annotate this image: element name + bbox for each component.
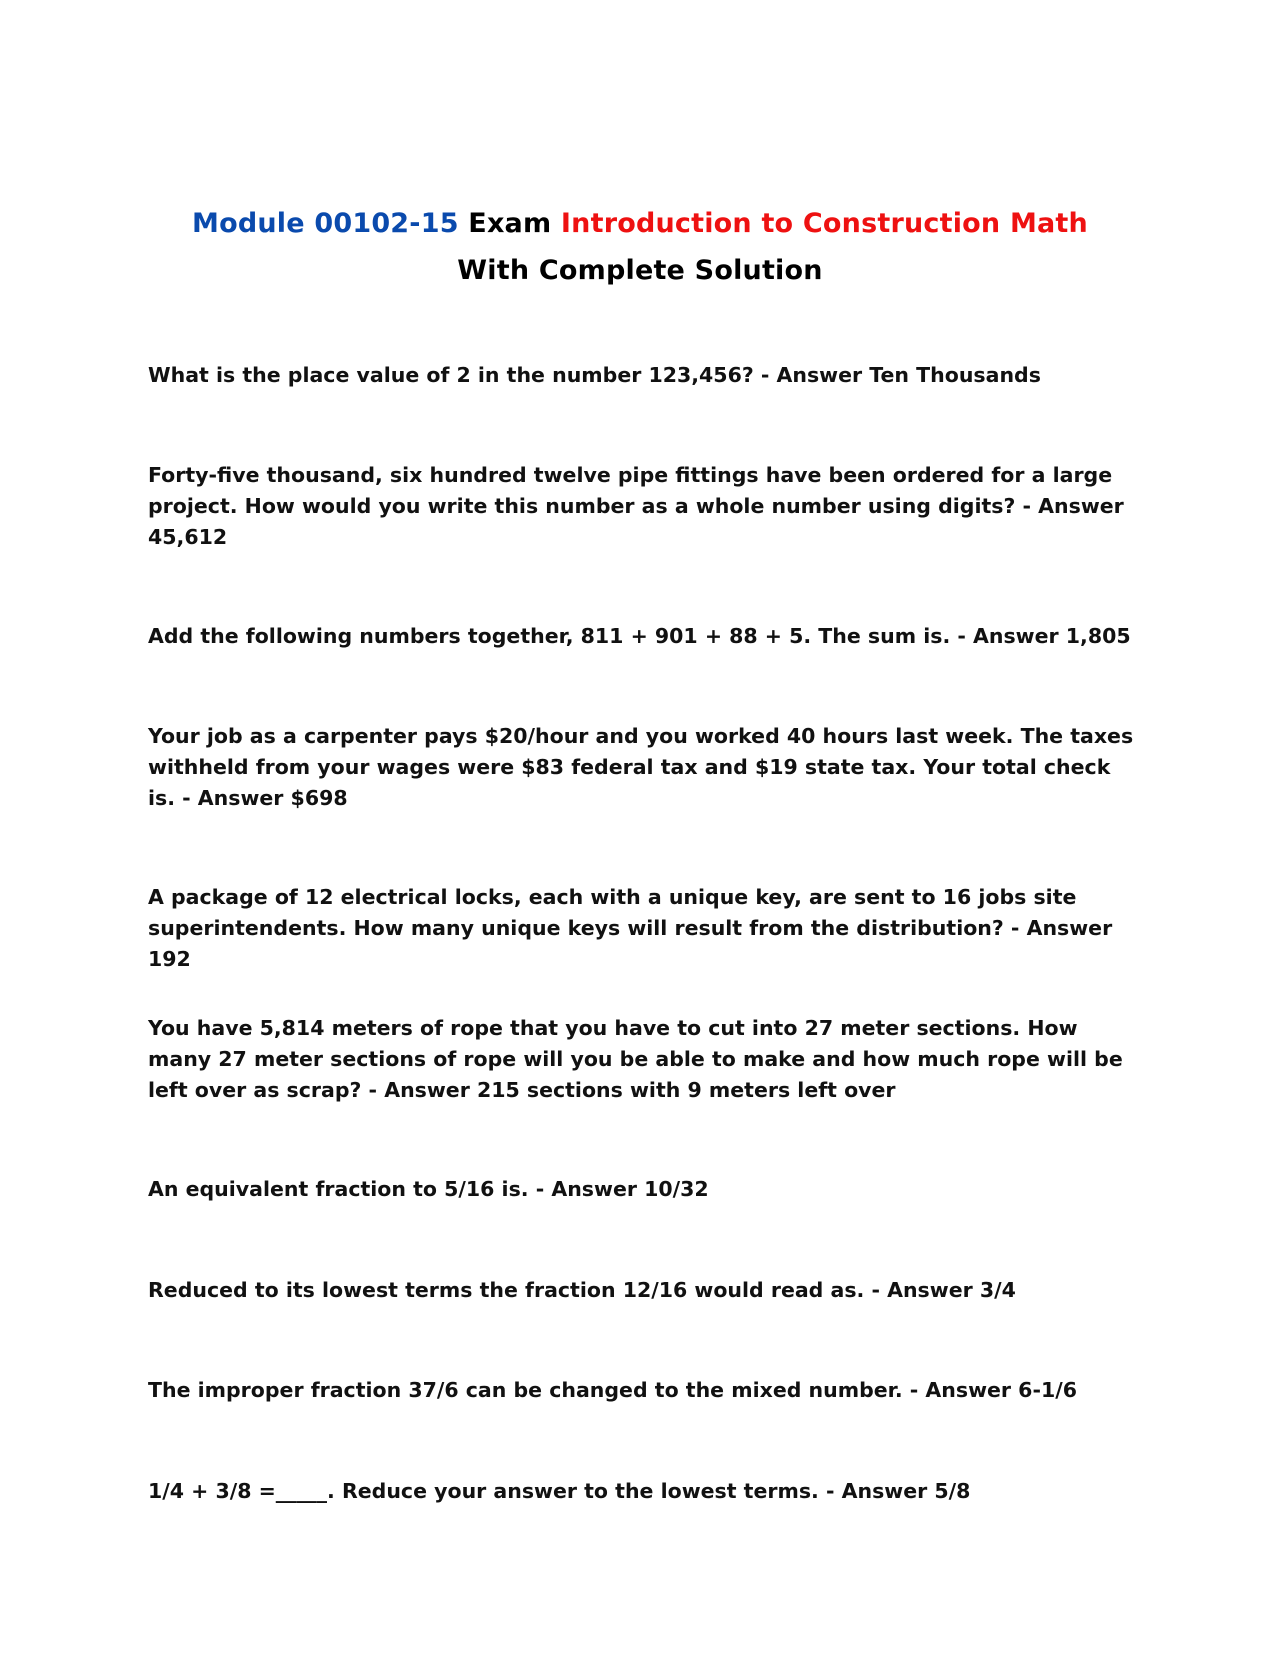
question-answer-item: The improper fraction 37/6 can be changed to the mixed number. - Answer 6-1/6 [148, 1378, 1077, 1402]
title-course-name: Introduction to Construction Math [560, 208, 1088, 239]
question-answer-item: A package of 12 electrical locks, each with a unique key, are sent to 16 jobs site superintendents. How many unique keys will result from the distribution? - Answer 192 [148, 885, 1113, 971]
question-answer-item: 1/4 + 3/8 =_____. Reduce your answer to the lowest terms. - Answer 5/8 [148, 1479, 971, 1503]
question-answer-item: Your job as a carpenter pays $20/hour and you worked 40 hours last week. The taxes withheld from your wages were $83 federal tax and $19 state tax. Your total check is. - Answer $698 [148, 724, 1134, 810]
title-module-code: Module 00102-15 [192, 208, 459, 239]
question-answer-item: Reduced to its lowest terms the fraction 12/16 would read as. - Answer 3/4 [148, 1278, 1016, 1302]
question-answer-item: What is the place value of 2 in the number 123,456? - Answer Ten Thousands [148, 363, 1041, 387]
question-answer-item: Forty-five thousand, six hundred twelve pipe fittings have been ordered for a large project. How would you write this number as a whole number using digits? - Answer 45,612 [148, 463, 1124, 549]
title-exam-word: Exam [468, 208, 552, 239]
title-line-1 [0, 200, 1280, 247]
question-answer-item: An equivalent fraction to 5/16 is. - Answer 10/32 [148, 1177, 709, 1201]
question-answer-item: Add the following numbers together, 811 + 901 + 88 + 5. The sum is. - Answer 1,805 [148, 624, 1131, 648]
question-answer-item: You have 5,814 meters of rope that you have to cut into 27 meter sections. How many 27 meter sections of rope will you be able to make and how much rope will be left over as scrap? - Answer 215 sections with 9 meters left over [148, 1016, 1123, 1102]
document-title [0, 200, 1280, 294]
title-line-2: With Complete Solution [457, 255, 823, 286]
